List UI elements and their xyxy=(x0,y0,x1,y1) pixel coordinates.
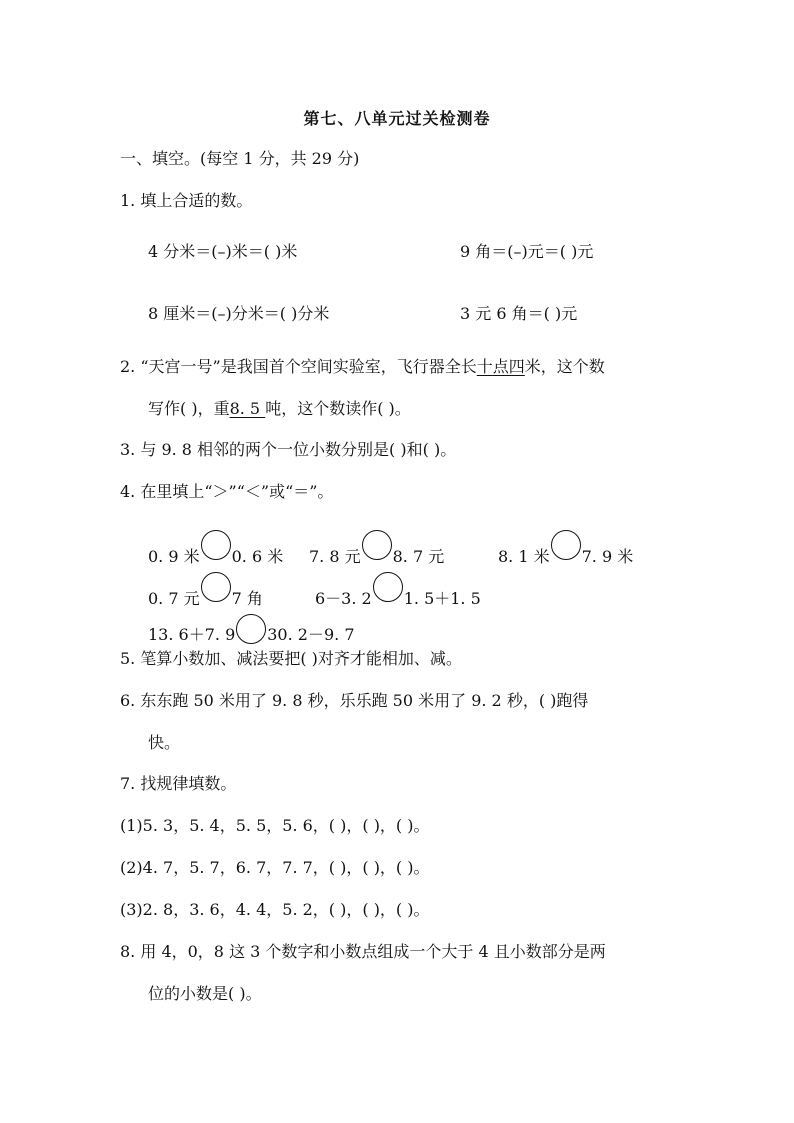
question-5: 5. 笔算小数加、减法要把( )对齐才能相加、减。 xyxy=(120,649,462,668)
question-6-line-2: 快。 xyxy=(148,733,181,752)
section-heading: 一、填空。(每空 1 分，共 29 分) xyxy=(120,149,360,168)
q4-compare-2: 7. 8 元 8. 7 元 xyxy=(309,530,444,568)
q7-sequence-1: (1)5. 3，5. 4，5. 5，5. 6，( )，( )，( )。 xyxy=(120,816,430,835)
q4-compare-1: 0. 9 米 0. 6 米 xyxy=(148,530,283,568)
q1-item-c: 8 厘米＝(–)分米＝( )分米 xyxy=(148,304,330,323)
q4-compare-6: 13. 6＋7. 9 30. 2－9. 7 xyxy=(148,614,355,646)
answer-circle[interactable] xyxy=(551,530,581,560)
answer-circle[interactable] xyxy=(362,530,392,560)
q1-item-d: 3 元 6 角＝( )元 xyxy=(460,304,578,323)
question-8-line-1: 8. 用 4，0，8 这 3 个数字和小数点组成一个大于 4 且小数部分是两 xyxy=(120,942,606,961)
question-2-line-1: 2. “天宫一号”是我国首个空间实验室，飞行器全长十点四米，这个数 xyxy=(120,357,605,376)
answer-circle[interactable] xyxy=(201,530,231,560)
question-6-line-1: 6. 东东跑 50 米用了 9. 8 秒，乐乐跑 50 米用了 9. 2 秒，( )跑得 xyxy=(120,691,589,710)
question-8-line-2: 位的小数是( )。 xyxy=(148,984,262,1003)
q4-compare-3: 8. 1 米 7. 9 米 xyxy=(498,530,633,568)
q4-compare-4: 0. 7 元 7 角 xyxy=(148,572,263,610)
answer-circle[interactable] xyxy=(236,614,266,644)
q7-sequence-2: (2)4. 7，5. 7，6. 7，7. 7，( )，( )，( )。 xyxy=(120,858,430,877)
underlined-length: 十点四 xyxy=(476,357,525,376)
answer-circle[interactable] xyxy=(201,572,231,602)
question-2-line-2: 写作( )，重8. 5 吨，这个数读作( )。 xyxy=(148,399,411,418)
underlined-weight: 8. 5 xyxy=(229,399,266,418)
question-1: 1. 填上合适的数。 xyxy=(120,191,253,210)
q1-item-a: 4 分米＝(–)米＝( )米 xyxy=(148,242,298,261)
question-7: 7. 找规律填数。 xyxy=(120,774,237,793)
question-3: 3. 与 9. 8 相邻的两个一位小数分别是( )和( )。 xyxy=(120,440,457,459)
question-4: 4. 在里填上“＞”“＜”或“＝”。 xyxy=(120,482,334,501)
q1-item-b: 9 角＝(–)元＝( )元 xyxy=(460,242,594,261)
q7-sequence-3: (3)2. 8，3. 6，4. 4，5. 2，( )，( )，( )。 xyxy=(120,900,430,919)
page-title: 第七、八单元过关检测卷 xyxy=(303,109,491,128)
q4-compare-5: 6－3. 2 1. 5＋1. 5 xyxy=(315,572,481,610)
answer-circle[interactable] xyxy=(373,572,403,602)
